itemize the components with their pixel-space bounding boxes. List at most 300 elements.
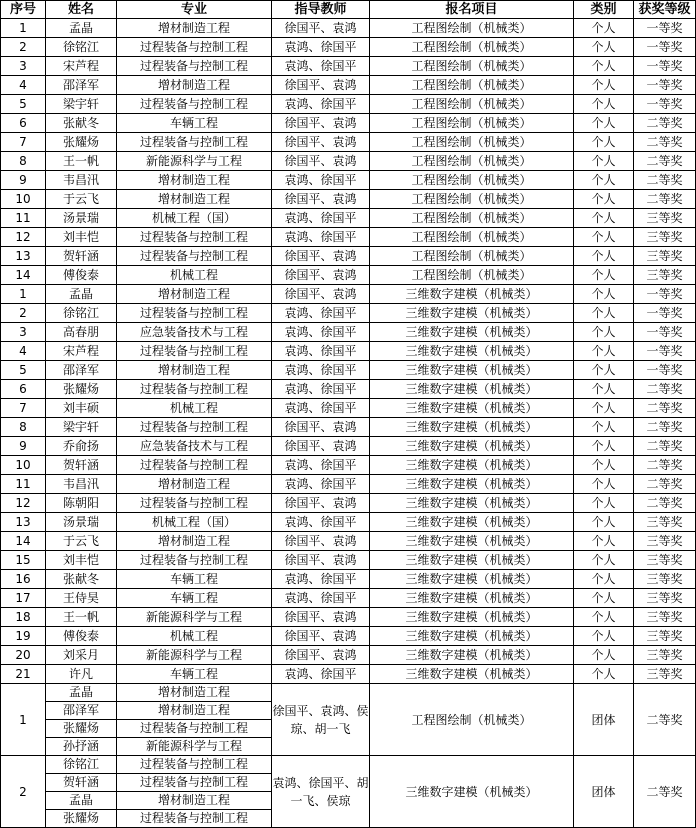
team-member-name: 贺轩涵 [46,774,117,792]
cell-teacher: 袁鸿、徐国平 [272,228,370,247]
cell-index: 9 [1,171,46,190]
cell-category: 个人 [574,95,634,114]
cell-project: 工程图绘制（机械类） [370,152,574,171]
cell-index: 4 [1,76,46,95]
cell-major: 机械工程 [117,627,272,646]
cell-project: 三维数字建模（机械类） [370,418,574,437]
cell-category: 个人 [574,418,634,437]
cell-project: 工程图绘制（机械类） [370,209,574,228]
cell-major: 过程装备与控制工程 [117,95,272,114]
team-member-major: 过程装备与控制工程 [117,774,272,792]
table-row [1,76,696,95]
team-index: 2 [1,756,46,828]
team-member-major: 增材制造工程 [117,702,272,720]
cell-category: 个人 [574,380,634,399]
cell-project: 工程图绘制（机械类） [370,247,574,266]
cell-name: 王一帆 [46,152,117,171]
team-member-name: 张耀炀 [46,720,117,738]
cell-major: 车辆工程 [117,665,272,684]
table-row [1,570,696,589]
table-row [1,209,696,228]
cell-index: 13 [1,247,46,266]
cell-teacher: 袁鸿、徐国平 [272,95,370,114]
cell-teacher: 袁鸿、徐国平 [272,456,370,475]
cell-teacher: 袁鸿、徐国平 [272,589,370,608]
team-member-name: 邵泽军 [46,702,117,720]
cell-index: 19 [1,627,46,646]
cell-index: 6 [1,114,46,133]
table-row [1,380,696,399]
cell-project: 三维数字建模（机械类） [370,646,574,665]
cell-major: 过程装备与控制工程 [117,133,272,152]
cell-category: 个人 [574,399,634,418]
cell-major: 过程装备与控制工程 [117,57,272,76]
table-row [1,589,696,608]
team-member-name: 徐铭江 [46,756,117,774]
table-row [1,95,696,114]
cell-major: 过程装备与控制工程 [117,228,272,247]
cell-name: 傅俊泰 [46,266,117,285]
cell-award: 一等奖 [634,57,696,76]
cell-teacher: 袁鸿、徐国平 [272,361,370,380]
cell-award: 三等奖 [634,570,696,589]
cell-name: 张献冬 [46,114,117,133]
cell-teacher: 徐国平、袁鸿 [272,437,370,456]
cell-teacher: 徐国平、袁鸿 [272,114,370,133]
table-row [1,323,696,342]
cell-name: 徐铭江 [46,304,117,323]
cell-category: 个人 [574,38,634,57]
cell-award: 一等奖 [634,76,696,95]
cell-name: 刘丰恺 [46,228,117,247]
cell-index: 11 [1,209,46,228]
cell-index: 15 [1,551,46,570]
header-name: 姓名 [46,1,117,19]
cell-category: 个人 [574,532,634,551]
cell-award: 三等奖 [634,665,696,684]
cell-major: 增材制造工程 [117,76,272,95]
cell-award: 一等奖 [634,38,696,57]
cell-project: 三维数字建模（机械类） [370,399,574,418]
cell-project: 三维数字建模（机械类） [370,304,574,323]
team-member-name: 孟晶 [46,684,117,702]
cell-index: 14 [1,532,46,551]
team-award: 二等奖 [634,684,696,756]
cell-category: 个人 [574,285,634,304]
cell-teacher: 袁鸿、徐国平 [272,38,370,57]
table-row [1,608,696,627]
cell-teacher: 袁鸿、徐国平 [272,513,370,532]
cell-category: 个人 [574,266,634,285]
cell-teacher: 袁鸿、徐国平 [272,475,370,494]
table-body [1,19,696,828]
cell-award: 一等奖 [634,19,696,38]
cell-teacher: 袁鸿、徐国平 [272,304,370,323]
cell-name: 韦昌汛 [46,475,117,494]
cell-index: 2 [1,304,46,323]
cell-major: 过程装备与控制工程 [117,456,272,475]
cell-project: 三维数字建模（机械类） [370,608,574,627]
table-row [1,627,696,646]
cell-category: 个人 [574,627,634,646]
cell-name: 乔俞扬 [46,437,117,456]
cell-index: 16 [1,570,46,589]
cell-major: 增材制造工程 [117,285,272,304]
cell-project: 三维数字建模（机械类） [370,665,574,684]
cell-award: 三等奖 [634,551,696,570]
cell-project: 三维数字建模（机械类） [370,342,574,361]
cell-name: 汤景瑞 [46,209,117,228]
team-member-major: 过程装备与控制工程 [117,720,272,738]
cell-major: 过程装备与控制工程 [117,247,272,266]
cell-name: 王侍昊 [46,589,117,608]
cell-major: 机械工程 [117,266,272,285]
table-row [1,361,696,380]
cell-name: 刘采月 [46,646,117,665]
cell-name: 刘丰恺 [46,551,117,570]
cell-award: 一等奖 [634,95,696,114]
table-row [1,190,696,209]
cell-project: 三维数字建模（机械类） [370,570,574,589]
cell-name: 贺轩涵 [46,247,117,266]
cell-category: 个人 [574,513,634,532]
cell-index: 9 [1,437,46,456]
cell-project: 工程图绘制（机械类） [370,95,574,114]
cell-teacher: 徐国平、袁鸿 [272,551,370,570]
cell-teacher: 袁鸿、徐国平 [272,171,370,190]
cell-category: 个人 [574,76,634,95]
cell-name: 张献冬 [46,570,117,589]
cell-project: 三维数字建模（机械类） [370,361,574,380]
cell-index: 11 [1,475,46,494]
cell-name: 宋芦程 [46,342,117,361]
team-award: 二等奖 [634,756,696,828]
cell-name: 梁宇轩 [46,418,117,437]
team-category: 团体 [574,756,634,828]
cell-index: 5 [1,361,46,380]
cell-category: 个人 [574,323,634,342]
cell-project: 三维数字建模（机械类） [370,323,574,342]
cell-teacher: 袁鸿、徐国平 [272,570,370,589]
cell-project: 工程图绘制（机械类） [370,133,574,152]
cell-award: 二等奖 [634,418,696,437]
cell-name: 汤景瑞 [46,513,117,532]
cell-award: 一等奖 [634,285,696,304]
cell-category: 个人 [574,247,634,266]
cell-award: 一等奖 [634,323,696,342]
cell-award: 三等奖 [634,228,696,247]
cell-major: 过程装备与控制工程 [117,418,272,437]
table-row [1,665,696,684]
cell-category: 个人 [574,665,634,684]
team-teachers: 徐国平、袁鸿、侯琼、胡一飞 [272,684,370,756]
cell-project: 三维数字建模（机械类） [370,475,574,494]
cell-teacher: 徐国平、袁鸿 [272,76,370,95]
cell-major: 过程装备与控制工程 [117,551,272,570]
cell-teacher: 徐国平、袁鸿 [272,152,370,171]
cell-project: 工程图绘制（机械类） [370,76,574,95]
team-member-major: 增材制造工程 [117,792,272,810]
cell-name: 于云飞 [46,532,117,551]
table-row [1,304,696,323]
cell-category: 个人 [574,342,634,361]
cell-major: 增材制造工程 [117,171,272,190]
header-row [1,1,696,19]
cell-category: 个人 [574,114,634,133]
cell-teacher: 袁鸿、徐国平 [272,342,370,361]
header-category: 类别 [574,1,634,19]
cell-index: 3 [1,323,46,342]
cell-name: 徐铭江 [46,38,117,57]
table-row [1,456,696,475]
table-row [1,494,696,513]
cell-major: 车辆工程 [117,589,272,608]
table-row [1,342,696,361]
cell-teacher: 袁鸿、徐国平 [272,399,370,418]
cell-name: 许凡 [46,665,117,684]
cell-category: 个人 [574,190,634,209]
cell-award: 二等奖 [634,190,696,209]
cell-award: 三等奖 [634,513,696,532]
table-row [1,57,696,76]
cell-name: 张耀炀 [46,380,117,399]
cell-category: 个人 [574,304,634,323]
cell-major: 车辆工程 [117,114,272,133]
cell-project: 三维数字建模（机械类） [370,380,574,399]
header-project: 报名项目 [370,1,574,19]
cell-major: 过程装备与控制工程 [117,494,272,513]
cell-category: 个人 [574,209,634,228]
header-teacher: 指导教师 [272,1,370,19]
cell-award: 三等奖 [634,627,696,646]
cell-teacher: 徐国平、袁鸿 [272,608,370,627]
cell-name: 孟晶 [46,19,117,38]
cell-index: 12 [1,494,46,513]
cell-award: 二等奖 [634,399,696,418]
cell-major: 机械工程 [117,399,272,418]
table-row [1,228,696,247]
cell-major: 过程装备与控制工程 [117,342,272,361]
cell-major: 增材制造工程 [117,361,272,380]
table-row [1,19,696,38]
cell-teacher: 徐国平、袁鸿 [272,627,370,646]
cell-name: 邵泽军 [46,361,117,380]
cell-project: 工程图绘制（机械类） [370,266,574,285]
team-project: 工程图绘制（机械类） [370,684,574,756]
cell-major: 新能源科学与工程 [117,646,272,665]
cell-teacher: 徐国平、袁鸿 [272,133,370,152]
cell-index: 7 [1,133,46,152]
cell-name: 傅俊泰 [46,627,117,646]
cell-award: 二等奖 [634,114,696,133]
cell-major: 应急装备技术与工程 [117,323,272,342]
cell-project: 三维数字建模（机械类） [370,456,574,475]
cell-award: 二等奖 [634,133,696,152]
cell-category: 个人 [574,57,634,76]
table-row [1,532,696,551]
cell-project: 工程图绘制（机械类） [370,114,574,133]
cell-category: 个人 [574,361,634,380]
cell-name: 刘丰硕 [46,399,117,418]
table-row [1,38,696,57]
cell-award: 三等奖 [634,646,696,665]
team-member-major: 过程装备与控制工程 [117,810,272,828]
cell-name: 高春朋 [46,323,117,342]
cell-award: 三等奖 [634,247,696,266]
team-member-name: 孟晶 [46,792,117,810]
cell-category: 个人 [574,646,634,665]
cell-award: 二等奖 [634,475,696,494]
cell-index: 3 [1,57,46,76]
cell-name: 韦昌汛 [46,171,117,190]
cell-category: 个人 [574,570,634,589]
team-project: 三维数字建模（机械类） [370,756,574,828]
cell-major: 增材制造工程 [117,19,272,38]
table-row [1,133,696,152]
table-row [1,266,696,285]
cell-major: 车辆工程 [117,570,272,589]
cell-index: 18 [1,608,46,627]
cell-teacher: 袁鸿、徐国平 [272,209,370,228]
cell-project: 工程图绘制（机械类） [370,38,574,57]
cell-index: 6 [1,380,46,399]
cell-major: 增材制造工程 [117,532,272,551]
cell-project: 三维数字建模（机械类） [370,551,574,570]
cell-teacher: 徐国平、袁鸿 [272,247,370,266]
header-award: 获奖等级 [634,1,696,19]
cell-teacher: 徐国平、袁鸿 [272,285,370,304]
cell-teacher: 徐国平、袁鸿 [272,494,370,513]
cell-index: 7 [1,399,46,418]
team-member-name: 孙抒涵 [46,738,117,756]
cell-index: 2 [1,38,46,57]
cell-category: 个人 [574,475,634,494]
cell-index: 5 [1,95,46,114]
cell-project: 三维数字建模（机械类） [370,494,574,513]
cell-name: 邵泽军 [46,76,117,95]
cell-teacher: 袁鸿、徐国平 [272,57,370,76]
cell-award: 二等奖 [634,494,696,513]
cell-name: 宋芦程 [46,57,117,76]
cell-name: 孟晶 [46,285,117,304]
cell-award: 一等奖 [634,361,696,380]
cell-category: 个人 [574,133,634,152]
team-member-major: 过程装备与控制工程 [117,756,272,774]
team-category: 团体 [574,684,634,756]
header-index: 序号 [1,1,46,19]
team-member-name: 张耀炀 [46,810,117,828]
cell-major: 过程装备与控制工程 [117,38,272,57]
cell-award: 一等奖 [634,342,696,361]
cell-award: 二等奖 [634,456,696,475]
cell-major: 新能源科学与工程 [117,608,272,627]
cell-teacher: 徐国平、袁鸿 [272,532,370,551]
cell-category: 个人 [574,228,634,247]
cell-project: 三维数字建模（机械类） [370,437,574,456]
cell-major: 机械工程（国） [117,513,272,532]
cell-teacher: 徐国平、袁鸿 [272,266,370,285]
cell-award: 一等奖 [634,304,696,323]
team-row [1,756,696,774]
cell-project: 工程图绘制（机械类） [370,171,574,190]
cell-index: 8 [1,418,46,437]
cell-index: 17 [1,589,46,608]
cell-award: 二等奖 [634,152,696,171]
cell-name: 王一帆 [46,608,117,627]
cell-award: 二等奖 [634,171,696,190]
cell-category: 个人 [574,171,634,190]
cell-major: 机械工程（国） [117,209,272,228]
cell-major: 增材制造工程 [117,190,272,209]
cell-teacher: 徐国平、袁鸿 [272,190,370,209]
cell-teacher: 徐国平、袁鸿 [272,418,370,437]
cell-project: 工程图绘制（机械类） [370,190,574,209]
cell-name: 梁宇轩 [46,95,117,114]
cell-major: 过程装备与控制工程 [117,304,272,323]
cell-major: 过程装备与控制工程 [117,380,272,399]
cell-index: 1 [1,19,46,38]
cell-teacher: 袁鸿、徐国平 [272,665,370,684]
cell-project: 工程图绘制（机械类） [370,228,574,247]
cell-award: 二等奖 [634,437,696,456]
cell-category: 个人 [574,608,634,627]
cell-index: 8 [1,152,46,171]
cell-project: 三维数字建模（机械类） [370,513,574,532]
cell-name: 贺轩涵 [46,456,117,475]
table-row [1,418,696,437]
cell-category: 个人 [574,19,634,38]
cell-award: 二等奖 [634,380,696,399]
cell-index: 21 [1,665,46,684]
cell-major: 增材制造工程 [117,475,272,494]
cell-award: 三等奖 [634,532,696,551]
team-member-major: 新能源科学与工程 [117,738,272,756]
cell-name: 于云飞 [46,190,117,209]
cell-project: 工程图绘制（机械类） [370,57,574,76]
cell-award: 三等奖 [634,266,696,285]
table-row [1,285,696,304]
cell-teacher: 徐国平、袁鸿 [272,646,370,665]
cell-index: 10 [1,190,46,209]
cell-name: 陈朝阳 [46,494,117,513]
cell-major: 新能源科学与工程 [117,152,272,171]
cell-name: 张耀炀 [46,133,117,152]
cell-project: 三维数字建模（机械类） [370,285,574,304]
cell-project: 三维数字建模（机械类） [370,627,574,646]
cell-teacher: 袁鸿、徐国平 [272,323,370,342]
table-row [1,513,696,532]
team-member-major: 增材制造工程 [117,684,272,702]
cell-index: 1 [1,285,46,304]
header-major: 专业 [117,1,272,19]
table-row [1,475,696,494]
team-row [1,684,696,702]
cell-category: 个人 [574,456,634,475]
table-row [1,247,696,266]
cell-category: 个人 [574,152,634,171]
table-row [1,171,696,190]
table-row [1,646,696,665]
cell-award: 三等奖 [634,608,696,627]
table-row [1,114,696,133]
cell-category: 个人 [574,494,634,513]
cell-project: 工程图绘制（机械类） [370,19,574,38]
cell-project: 三维数字建模（机械类） [370,532,574,551]
team-teachers: 袁鸿、徐国平、胡一飞、侯琼 [272,756,370,828]
cell-award: 三等奖 [634,589,696,608]
table-row [1,551,696,570]
table-row [1,437,696,456]
